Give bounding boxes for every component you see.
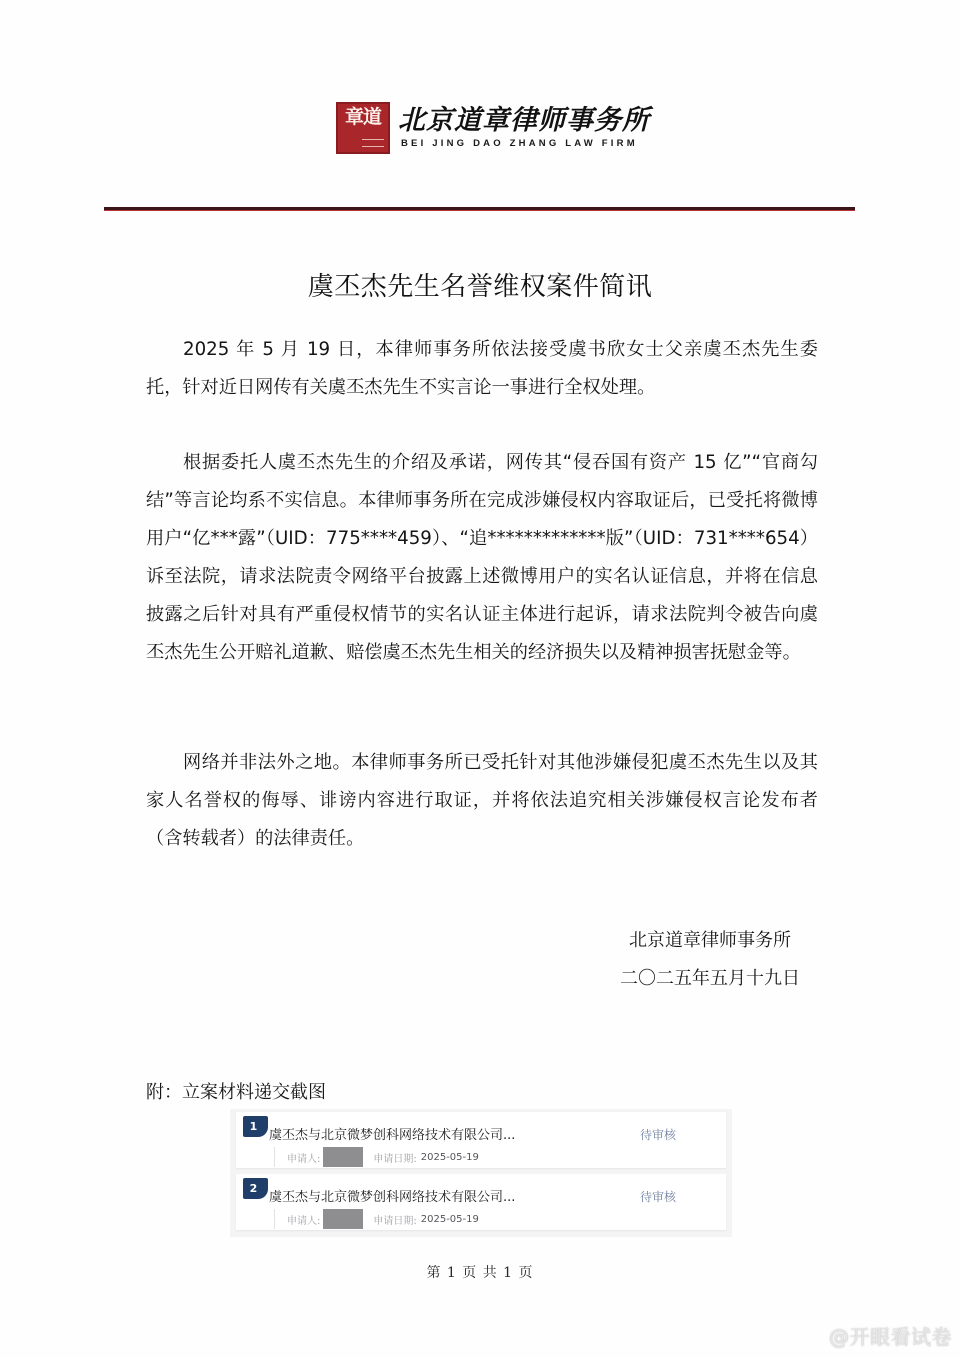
paragraph-1: 2025 年 5 月 19 日，本律师事务所依法接受虞书欣女士父亲虞丕杰先生委托，针对近日网传有关虞丕杰先生不实言论一事进行全权处理。: [146, 339, 818, 398]
header-divider: [104, 207, 855, 210]
date-label: 申请日期:: [373, 1215, 417, 1227]
letterhead: [336, 100, 650, 156]
attachment-label: 附：立案材料递交截图: [146, 1082, 326, 1103]
case-status: 待审核: [640, 1128, 677, 1142]
case-number-badge: 1: [243, 1116, 268, 1137]
case-status: 待审核: [640, 1190, 677, 1204]
paragraph-2: 根据委托人虞丕杰先生的介绍及承诺，网传其“侵吞国有资产 15 亿”“官商勾结”等言论均系不实信息。本律师事务所在完成涉嫌侵权内容取证后，已受托将微博用户“亿***露”（UID：775****459）、“追*************版”（UID：731****654）诉至法院，请求法院责令网络平台披露上述微博用户的实名认证信息，并将在信息披露之后针对具有严重侵权情节的实名认证主体进行起诉，请求法院判令被告向虞丕杰先生公开赔礼道歉、赔偿虞丕杰先生相关的经济损失以及精神损害抚慰金等。: [146, 452, 818, 663]
document-title: 虞丕杰先生名誉维权案件简讯: [307, 272, 653, 303]
redacted-applicant: [323, 1209, 363, 1229]
case-card: [236, 1112, 726, 1168]
case-meta: [274, 1147, 479, 1167]
page-indicator: 第 1 页 共 1 页: [426, 1265, 534, 1281]
signature-block: [600, 922, 820, 998]
applicant-label: 申请人:: [287, 1215, 321, 1227]
firm-name-block: [398, 104, 650, 150]
date-label: 申请日期:: [373, 1153, 417, 1165]
case-title: 虞丕杰与北京微梦创科网络技术有限公司...: [269, 1128, 516, 1143]
signature-firm: 北京道章律师事务所: [629, 930, 791, 951]
redacted-applicant: [323, 1147, 363, 1167]
filing-screenshot: [230, 1109, 732, 1237]
paragraph-3: 网络并非法外之地。本律师事务所已受托针对其他涉嫌侵犯虞丕杰先生以及其家人名誉权的侮辱、诽谤内容进行取证，并将依法追究相关涉嫌侵权言论发布者（含转载者）的法律责任。: [146, 752, 818, 849]
case-meta: [274, 1209, 479, 1229]
firm-name-chinese: 北京道章律师事务所: [398, 104, 650, 136]
firm-name-english: BEI JING DAO ZHANG LAW FIRM: [401, 138, 638, 150]
case-number-badge: 2: [243, 1178, 268, 1199]
watermark: @开眼看试卷: [829, 1325, 952, 1349]
seal-decoration: [362, 139, 384, 147]
applicant-label: 申请人:: [287, 1153, 321, 1165]
signature-date: 二〇二五年五月十九日: [620, 968, 800, 989]
seal-text: 章道: [344, 106, 381, 128]
case-card: [236, 1174, 726, 1230]
firm-seal-logo: [336, 102, 390, 154]
date-value: 2025-05-19: [420, 1213, 479, 1225]
case-title: 虞丕杰与北京微梦创科网络技术有限公司...: [269, 1190, 516, 1205]
date-value: 2025-05-19: [420, 1151, 479, 1163]
